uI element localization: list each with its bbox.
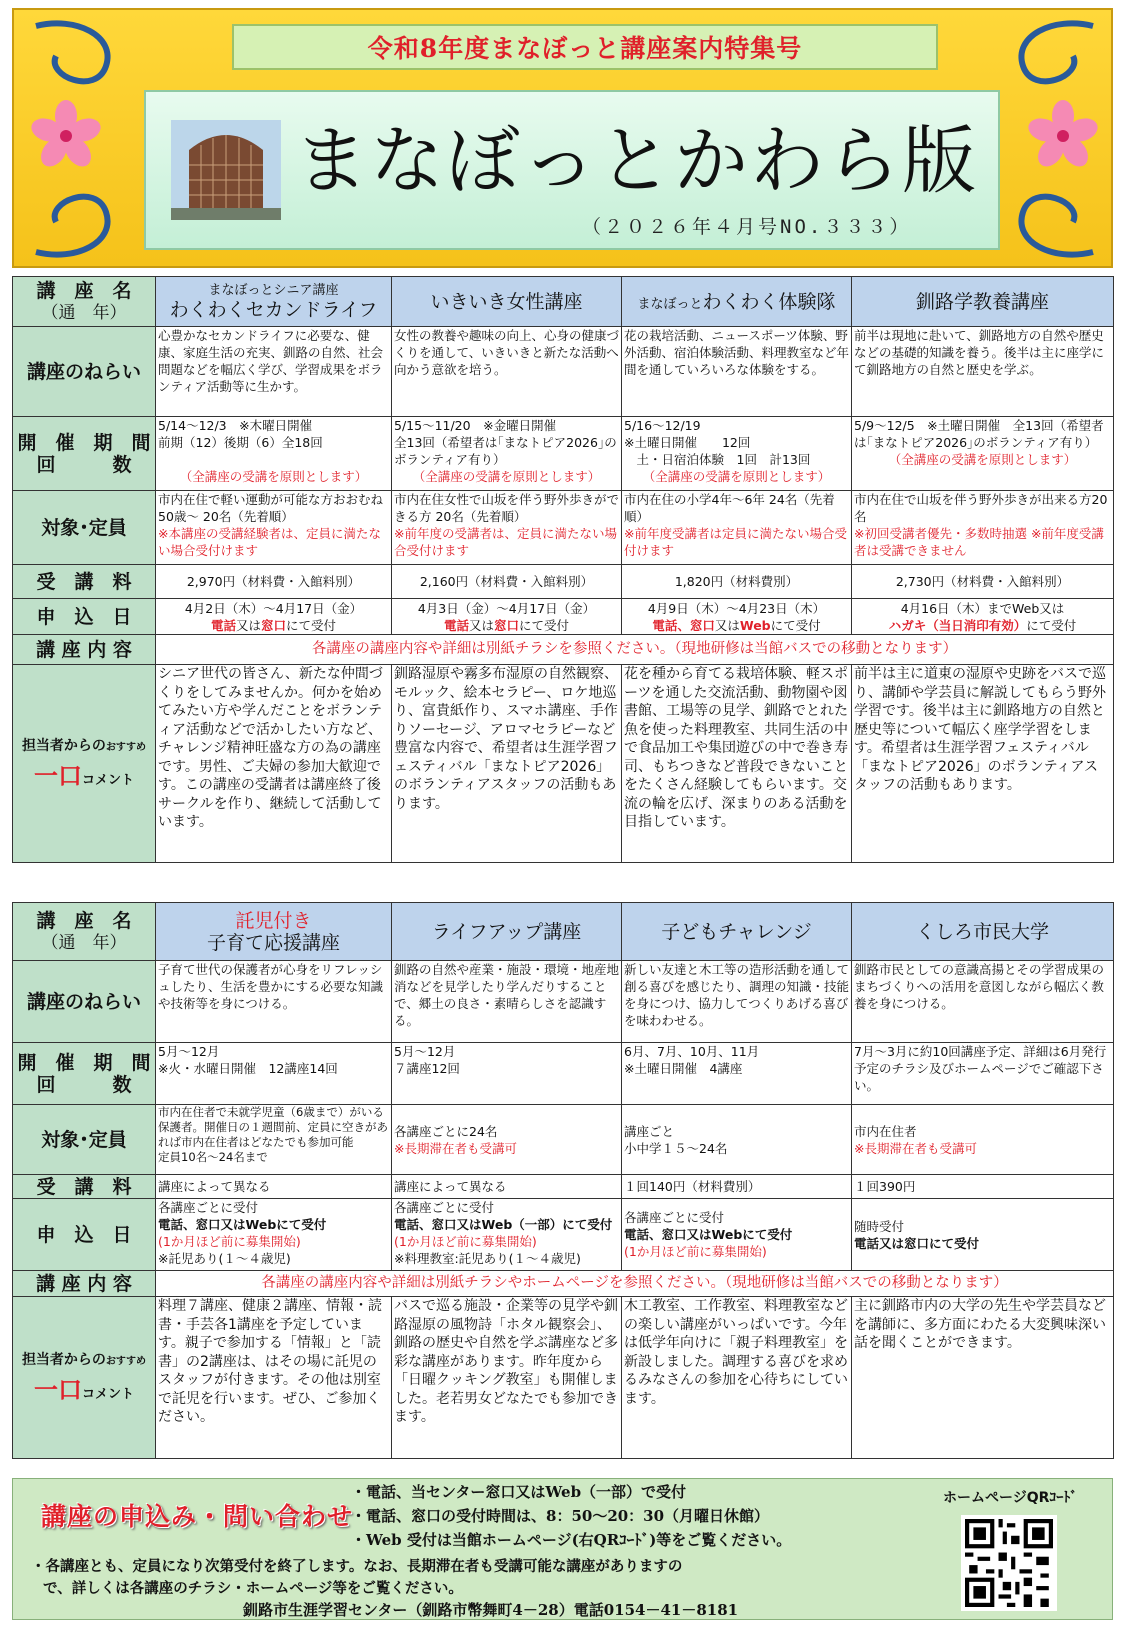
fee-cell: 講座によって異なる bbox=[392, 1175, 622, 1199]
target-cell: 市内在住の小学4年～6年 24名（先着順） ※前年度受講者は定員に満たない場合受付けます bbox=[622, 491, 852, 565]
apply-label: 申 込 日 bbox=[13, 599, 156, 635]
comment-cell: 花を種から育てる栽培体験、軽スポーツを通した交流活動、動物園や図書館、工場等の見学、釧路でとれた魚を使った料理教室、共同生活の中で食品加工や集団遊びの中で巻き寿司、もちつきなど普段できないことをたくさん経験してもらいます。交流の輪を広げ、深まりのある活動を目指しています。 bbox=[622, 665, 852, 863]
title-panel bbox=[144, 90, 1000, 250]
apply-cell: 各講座ごとに受付 電話、窓口又はWebにて受付 (1か月ほど前に募集開始) bbox=[622, 1199, 852, 1271]
aim-text: 新しい友達と木工等の造形活動を通して創る喜びを感じたり、調理の知識・技能を身につけ、協力してつくりあげる喜びを味わわせる。 bbox=[622, 961, 852, 1043]
target-label: 対象･定員 bbox=[13, 1105, 156, 1175]
target-cell: 市内在住者で未就学児童（6歳まで）がいる保護者。開催日の１週間前、定員に空きがあれば市内在住者はどなたでも参加可能 定員10名～24名まで bbox=[156, 1105, 392, 1175]
comment-label: 担当者からのおすすめ 一口コメント bbox=[13, 665, 156, 863]
apply-cell: 4月3日（金）～4月17日（金） 電話又は窓口にて受付 bbox=[392, 599, 622, 635]
aim-text: 女性の教養や趣味の向上、心身の健康づくりを通して、いきいきと新たな活動へ向かう意欲を培う。 bbox=[392, 327, 622, 417]
aim-text: 釧路の自然や産業・施設・環境・地産地消などを見学したり学んだりすることで、郷土の良さ・素晴らしさを認識する。 bbox=[392, 961, 622, 1043]
apply-cell: 各講座ごとに受付 電話、窓口又はWebにて受付 (1か月ほど前に募集開始) ※託児あり(１～４歳児) bbox=[156, 1199, 392, 1271]
course-header-lifeup: ライフアップ講座 bbox=[392, 903, 622, 961]
target-label: 対象･定員 bbox=[13, 491, 156, 565]
target-cell: 市内在住で山坂を伴う野外歩きが出来る方20名 ※初回受講者優先・多数時抽選 ※前年度受講者は受講できません bbox=[852, 491, 1114, 565]
course-table-2 bbox=[12, 902, 1114, 1459]
aim-text: 釧路市民としての意識高揚とその学習成果のまちづくりへの活用を意図しながら幅広く教養を身につける。 bbox=[852, 961, 1114, 1043]
left-ornament-icon bbox=[16, 16, 132, 262]
aim-text: 子育て世代の保護者が心身をリフレッシュしたり、生活を豊かにする必要な知識や技術等を身につける。 bbox=[156, 961, 392, 1043]
period-cell: 5月～12月 ７講座12回 bbox=[392, 1043, 622, 1105]
fee-cell: １回140円（材料費別） bbox=[622, 1175, 852, 1199]
comment-cell: 前半は主に道東の湿原や史跡をバスで巡り、講師や学芸員に解説してもらう野外学習です。後半は主に釧路地方の自然と歴史等について幅広く座学学習をします。希望者は生涯学習フェスティバル「まなトピア2026」のボランティアスタッフの活動もあります。 bbox=[852, 665, 1114, 863]
fee-cell: １回390円 bbox=[852, 1175, 1114, 1199]
apply-cell: 随時受付 電話又は窓口にて受付 bbox=[852, 1199, 1114, 1271]
course-header-senior: まなぼっとシニア講座 わくわくセカンドライフ bbox=[156, 277, 392, 327]
aim-text: 心豊かなセカンドライフに必要な、健康、家庭生活の充実、釧路の自然、社会問題などを幅広く学び、学習成果をボランティア活動等に生かす。 bbox=[156, 327, 392, 417]
period-cell: 5/9～12/5 ※土曜日開催 全13回（希望者は｢まなトピア2026｣のボランティア有り） （全講座の受講を原則とします） bbox=[852, 417, 1114, 491]
issue-number: （２０２６年４月号NO.３３３） bbox=[582, 216, 912, 238]
footer-line: ・各講座とも、定員になり次第受付を終了します。なお、長期滞在者も受講可能な講座がありますの bbox=[31, 1558, 683, 1575]
comment-cell: バスで巡る施設・企業等の見学や釧路湿原の風物詩「ホタル観察会」、釧路の歴史や自然を学ぶ講座など多彩な講座があります。昨年度から「日曜クッキング教室」も開催しました。老若男女どなたでも参加できます。 bbox=[392, 1297, 622, 1459]
fee-label: 受 講 料 bbox=[13, 1175, 156, 1199]
qr-code-icon[interactable] bbox=[961, 1515, 1057, 1611]
special-issue-banner bbox=[232, 24, 938, 70]
special-issue-title: 令和8年度まなぼっと講座案内特集号 bbox=[367, 34, 803, 63]
footer-line: ・電話、当センター窓口又はWeb（一部）で受付 bbox=[351, 1483, 687, 1501]
contact-footer bbox=[12, 1478, 1113, 1620]
contact-banner: 講座の申込み・問い合わせ bbox=[41, 1502, 354, 1531]
target-cell: 市内在住女性で山坂を伴う野外歩きができる方 20名（先着順） ※前年度の受講者は、定員に満たない場合受付けます bbox=[392, 491, 622, 565]
building-photo-icon bbox=[171, 120, 281, 220]
fee-cell: 2,730円（材料費・入館料別） bbox=[852, 565, 1114, 599]
course-name-label: 講 座 名 （通 年） bbox=[13, 277, 156, 327]
apply-cell: 4月16日（木）までWeb又は ハガキ（当日消印有効）にて受付 bbox=[852, 599, 1114, 635]
course-name-label: 講 座 名 （通 年） bbox=[13, 903, 156, 961]
footer-line: ・電話、窓口の受付時間は、8：50～20：30（月曜日休館） bbox=[351, 1507, 770, 1525]
target-cell: 各講座ごとに24名 ※長期滞在者も受講可 bbox=[392, 1105, 622, 1175]
aim-label: 講座のねらい bbox=[13, 961, 156, 1043]
aim-text: 花の栽培活動、ニュースポーツ体験、野外活動、宿泊体験活動、料理教室など年間を通していろいろな体験をする。 bbox=[622, 327, 852, 417]
target-cell: 市内在住者 ※長期滞在者も受講可 bbox=[852, 1105, 1114, 1175]
course-header-kids-challenge: 子どもチャレンジ bbox=[622, 903, 852, 961]
right-ornament-icon bbox=[997, 16, 1113, 262]
period-label: 開 催 期 間 回 数 bbox=[13, 1043, 156, 1105]
content-label: 講 座 内 容 bbox=[13, 635, 156, 665]
apply-cell: 各講座ごとに受付 電話、窓口又はWeb（一部）にて受付 (1か月ほど前に募集開始) ※料理教室:託児あり(１～４歳児) bbox=[392, 1199, 622, 1271]
content-note: 各講座の講座内容や詳細は別紙チラシを参照ください。（現地研修は当館バスでの移動となります） bbox=[156, 635, 1114, 665]
period-cell: 6月、7月、10月、11月 ※土曜日開催 4講座 bbox=[622, 1043, 852, 1105]
footer-line: で、詳しくは各講座のチラシ・ホームページ等をご覧ください。 bbox=[43, 1580, 463, 1597]
newsletter-header bbox=[12, 8, 1113, 268]
fee-cell: 1,820円（材料費別） bbox=[622, 565, 852, 599]
fee-label: 受 講 料 bbox=[13, 565, 156, 599]
footer-line: ・Web 受付は当館ホームページ(右QRｺｰﾄﾞ)等をご覧ください。 bbox=[351, 1531, 792, 1549]
comment-cell: 主に釧路市内の大学の先生や学芸員などを講師に、多方面にわたる大変興味深い話を聞くことができます。 bbox=[852, 1297, 1114, 1459]
aim-label: 講座のねらい bbox=[13, 327, 156, 417]
period-cell: 5/16～12/19 ※土曜日開催 12回 土・日宿泊体験 1回 計13回 （全講座の受講を原則とします） bbox=[622, 417, 852, 491]
aim-text: 前半は現地に赴いて、釧路地方の自然や歴史などの基礎的知識を養う。後半は主に座学にて釧路地方の自然と歴史を学ぶ。 bbox=[852, 327, 1114, 417]
course-header-kushiro-studies: 釧路学教養講座 bbox=[852, 277, 1114, 327]
apply-cell: 4月9日（木）～4月23日（木） 電話、窓口又はWebにて受付 bbox=[622, 599, 852, 635]
content-note: 各講座の講座内容や詳細は別紙チラシやホームページを参照ください。（現地研修は当館バスでの移動となります） bbox=[156, 1271, 1114, 1297]
fee-cell: 講座によって異なる bbox=[156, 1175, 392, 1199]
fee-cell: 2,160円（材料費・入館料別） bbox=[392, 565, 622, 599]
newsletter-title: まなぼっとかわら版 bbox=[294, 118, 978, 204]
apply-cell: 4月2日（木）～4月17日（金） 電話又は窓口にて受付 bbox=[156, 599, 392, 635]
comment-cell: 料理７講座、健康２講座、情報・読書・手芸各1講座を予定しています。親子で参加する「情報」と「読書」の2講座は、はその場に託児のスタッフが付きます。その他は別室で託児を行います。ぜひ、ご参加ください。 bbox=[156, 1297, 392, 1459]
qr-label: ホームページQRｺｰﾄﾞ bbox=[943, 1490, 1078, 1506]
content-label: 講 座 内 容 bbox=[13, 1271, 156, 1297]
course-table-1 bbox=[12, 276, 1114, 863]
center-address: 釧路市生涯学習センター（釧路市幣舞町4－28）電話0154－41－8181 bbox=[243, 1601, 739, 1619]
comment-cell: 釧路湿原や霧多布湿原の自然観察、モルック、絵本セラピー、ロケ地巡り、富貴紙作り、スマホ講座、手作りソーセージ、アロマセラピーなど豊富な内容で、希望者は生涯学習フェスティバル「まなトピア2026」のボランティアスタッフの活動もあります。 bbox=[392, 665, 622, 863]
course-header-childcare: 託児付き 子育て応援講座 bbox=[156, 903, 392, 961]
period-label: 開 催 期 間 回 数 bbox=[13, 417, 156, 491]
course-header-citizen-university: くしろ市民大学 bbox=[852, 903, 1114, 961]
fee-cell: 2,970円（材料費・入館料別） bbox=[156, 565, 392, 599]
comment-cell: 木工教室、工作教室、料理教室などの楽しい講座がいっぱいです。今年は低学年向けに「親子料理教室」を新設しました。調理する喜びを求めるみなさんの参加を心待ちにしています。 bbox=[622, 1297, 852, 1459]
period-cell: 5/15～11/20 ※金曜日開催 全13回（希望者は｢まなトピア2026｣のボランティア有り） （全講座の受講を原則とします） bbox=[392, 417, 622, 491]
course-header-experience: まなぼっとわくわく体験隊 bbox=[622, 277, 852, 327]
period-cell: 5月～12月 ※火・水曜日開催 12講座14回 bbox=[156, 1043, 392, 1105]
target-cell: 講座ごと 小中学１５～24名 bbox=[622, 1105, 852, 1175]
course-header-women: いきいき女性講座 bbox=[392, 277, 622, 327]
target-cell: 市内在住で軽い運動が可能な方おおむね50歳～ 20名（先着順） ※本講座の受講経験者は、定員に満たない場合受付けます bbox=[156, 491, 392, 565]
comment-cell: シニア世代の皆さん、新たな仲間づくりをしてみませんか。何かを始めてみたい方や学んだことをボランティア活動などで活かしたい方など、チャレンジ精神旺盛な方の為の講座です。男性、ご夫婦の参加大歓迎です。この講座の受講者は講座終了後サークルを作り、継続して活動しています。 bbox=[156, 665, 392, 863]
period-cell: 7月～3月に約10回講座予定、詳細は6月発行予定のチラシ及びホームページでご確認下さい。 bbox=[852, 1043, 1114, 1105]
comment-label: 担当者からのおすすめ 一口コメント bbox=[13, 1297, 156, 1459]
period-cell: 5/14～12/3 ※木曜日開催 前期（12）後期（6）全18回 （全講座の受講を原則とします） bbox=[156, 417, 392, 491]
apply-label: 申 込 日 bbox=[13, 1199, 156, 1271]
